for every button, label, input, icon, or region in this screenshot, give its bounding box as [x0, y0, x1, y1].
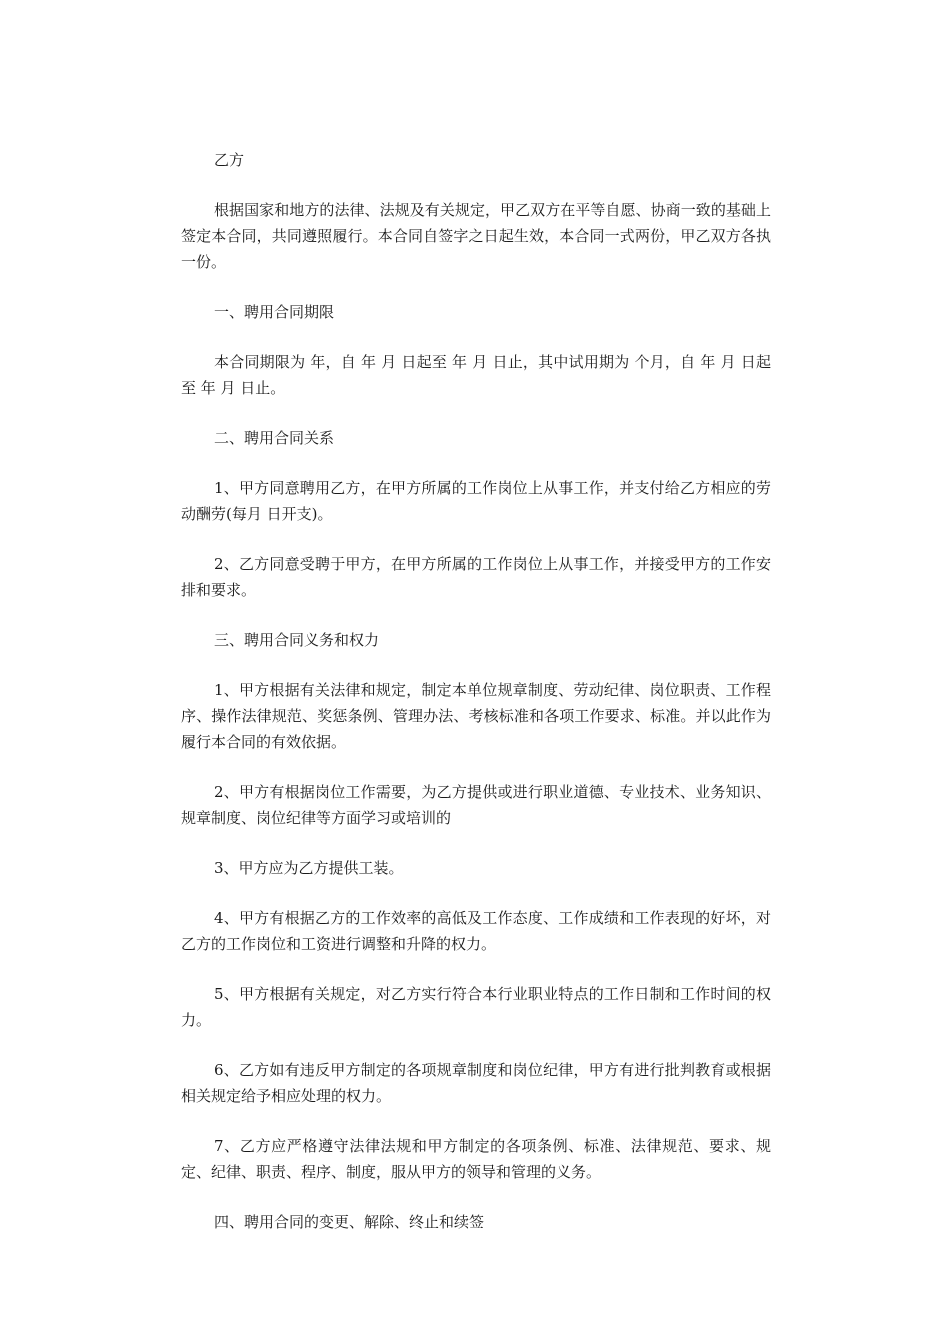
section-1-title: 一、聘用合同期限 — [214, 303, 335, 321]
intro-paragraph: 根据国家和地方的法律、法规及有关规定，甲乙双方在平等自愿、协商一致的基础上签定本合同，共同遵照履行。本合同自签字之日起生效，本合同一式两份，甲乙双方各执一份。 — [181, 201, 771, 271]
section-2-title: 二、聘用合同关系 — [214, 429, 335, 447]
section-1-text: 本合同期限为 年，自 年 月 日起至 年 月 日止，其中试用期为 个月，自 年 月 日起至 年 月 日止。 — [181, 353, 771, 397]
section-2-item-1: 1、甲方同意聘用乙方，在甲方所属的工作岗位上从事工作，并支付给乙方相应的劳动酬劳(每月 日开支)。 — [181, 479, 771, 523]
section-3-title: 三、聘用合同义务和权力 — [214, 631, 380, 649]
party-b-label: 乙方 — [214, 151, 245, 169]
section-3-item-1: 1、甲方根据有关法律和规定，制定本单位规章制度、劳动纪律、岗位职责、工作程序、操作法律规范、奖惩条例、管理办法、考核标准和各项工作要求、标准。并以此作为履行本合同的有效依据。 — [181, 681, 771, 751]
section-3-item-4: 4、甲方有根据乙方的工作效率的高低及工作态度、工作成绩和工作表现的好坏，对乙方的工作岗位和工资进行调整和升降的权力。 — [181, 909, 771, 953]
section-2-item-2: 2、乙方同意受聘于甲方，在甲方所属的工作岗位上从事工作，并接受甲方的工作安排和要求。 — [181, 555, 771, 599]
document-body — [181, 147, 771, 1259]
section-3-item-5: 5、甲方根据有关规定，对乙方实行符合本行业职业特点的工作日制和工作时间的权力。 — [181, 985, 771, 1029]
section-4-title: 四、聘用合同的变更、解除、终止和续签 — [214, 1213, 485, 1231]
section-3-item-2: 2、甲方有根据岗位工作需要，为乙方提供或进行职业道德、专业技术、业务知识、规章制度、岗位纪律等方面学习或培训的 — [181, 783, 771, 827]
section-3-item-7: 7、乙方应严格遵守法律法规和甲方制定的各项条例、标准、法律规范、要求、规定、纪律、职责、程序、制度，服从甲方的领导和管理的义务。 — [181, 1137, 771, 1181]
section-3-item-3: 3、甲方应为乙方提供工装。 — [214, 859, 404, 877]
section-3-item-6: 6、乙方如有违反甲方制定的各项规章制度和岗位纪律，甲方有进行批判教育或根据相关规定给予相应处理的权力。 — [181, 1061, 771, 1105]
